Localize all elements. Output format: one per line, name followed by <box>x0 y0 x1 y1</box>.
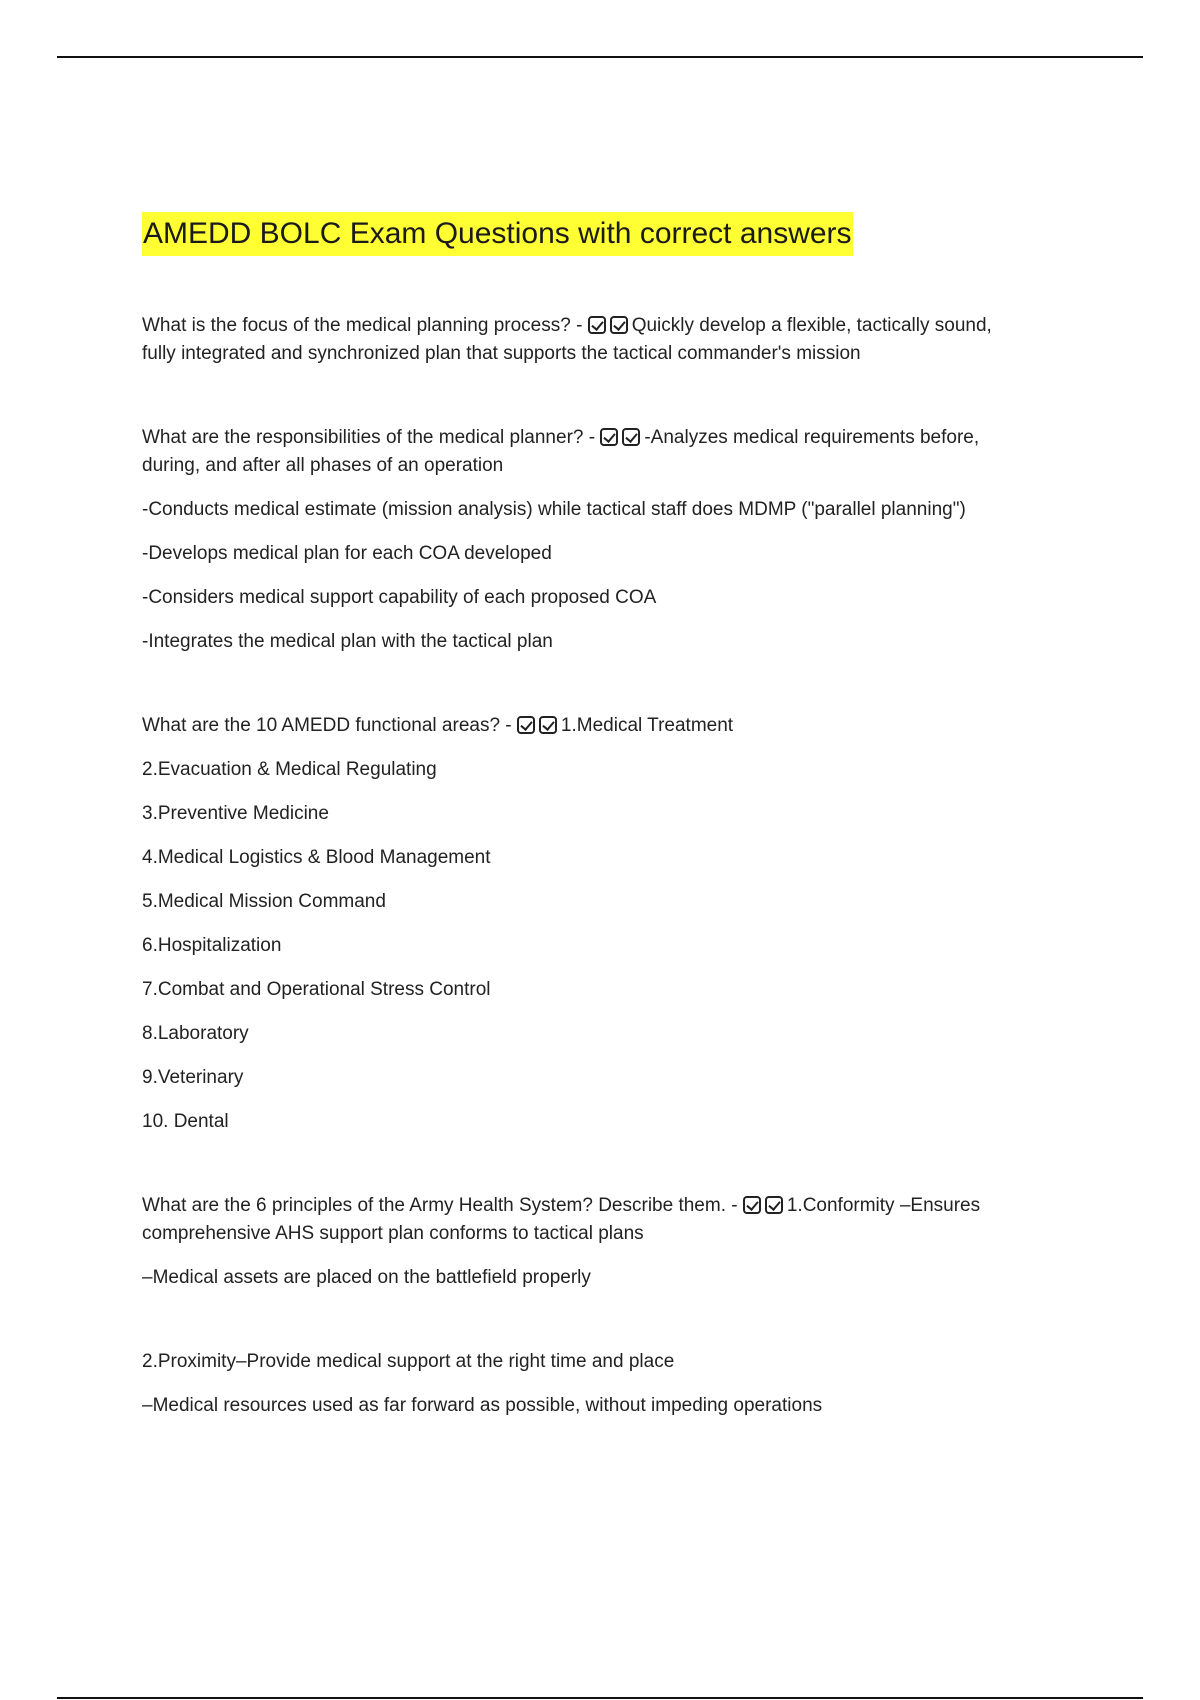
document-body <box>142 212 1062 1420</box>
answer-4-item: –Medical assets are placed on the battlefield properly <box>142 1267 591 1288</box>
spacer <box>142 1136 1062 1192</box>
answer-1-text: Quickly develop a flexible, tactically sound, <box>631 315 992 336</box>
answer-4-continuation: comprehensive AHS support plan conforms to tactical plans <box>142 1223 644 1244</box>
answer-3-item: 8.Laboratory <box>142 1023 249 1044</box>
answer-3-text: 1.Medical Treatment <box>560 715 734 736</box>
spacer <box>142 368 1062 424</box>
question-block-4 <box>142 1192 1062 1420</box>
footer-rule <box>57 1697 1143 1699</box>
question-2-text: What are the responsibilities of the medical planner? - <box>142 427 596 448</box>
answer-4-item: 2.Proximity–Provide medical support at the right time and place <box>142 1351 675 1372</box>
checkbox-checked-icon <box>600 428 618 446</box>
answer-3-item: 2.Evacuation & Medical Regulating <box>142 759 437 780</box>
question-block-3 <box>142 712 1062 1136</box>
question-2-line <box>142 424 1062 452</box>
answer-2-text: -Analyzes medical requirements before, <box>644 427 980 448</box>
checkbox-checked-icon <box>765 1196 783 1214</box>
answer-3-item: 4.Medical Logistics & Blood Management <box>142 847 491 868</box>
question-block-1 <box>142 312 1062 368</box>
answer-3-item: 5.Medical Mission Command <box>142 891 386 912</box>
checkbox-checked-icon <box>517 716 535 734</box>
answer-3-item: 6.Hospitalization <box>142 935 282 956</box>
answer-4-text: 1.Conformity –Ensures <box>786 1195 981 1216</box>
checkbox-checked-icon <box>743 1196 761 1214</box>
checkbox-checked-icon <box>610 316 628 334</box>
question-3-line <box>142 712 1062 740</box>
header-rule <box>57 56 1143 58</box>
spacer <box>142 656 1062 712</box>
checkbox-checked-icon <box>622 428 640 446</box>
checkbox-checked-icon <box>588 316 606 334</box>
answer-3-item: 10. Dental <box>142 1111 229 1132</box>
question-3-text: What are the 10 AMEDD functional areas? - <box>142 715 512 736</box>
question-block-2 <box>142 424 1062 656</box>
checkbox-checked-icon <box>539 716 557 734</box>
question-4-text: What are the 6 principles of the Army Health System? Describe them. - <box>142 1195 738 1216</box>
answer-2-item: -Develops medical plan for each COA developed <box>142 543 552 564</box>
spacer <box>142 256 1062 312</box>
answer-1-continuation: fully integrated and synchronized plan that supports the tactical commander's mission <box>142 343 861 364</box>
answer-3-item: 9.Veterinary <box>142 1067 244 1088</box>
answer-3-item: 7.Combat and Operational Stress Control <box>142 979 491 1000</box>
answer-3-item: 3.Preventive Medicine <box>142 803 329 824</box>
question-4-line <box>142 1192 1062 1220</box>
question-1-text: What is the focus of the medical planning process? - <box>142 315 583 336</box>
answer-2-item: -Integrates the medical plan with the tactical plan <box>142 631 553 652</box>
question-1-line <box>142 312 1062 340</box>
answer-2-continuation: during, and after all phases of an operation <box>142 455 504 476</box>
answer-4-item: –Medical resources used as far forward as possible, without impeding operations <box>142 1395 823 1416</box>
answer-2-item: -Considers medical support capability of each proposed COA <box>142 587 657 608</box>
answer-2-item: -Conducts medical estimate (mission analysis) while tactical staff does MDMP ("parallel planning") <box>142 499 966 520</box>
document-title: AMEDD BOLC Exam Questions with correct answers <box>142 212 853 256</box>
